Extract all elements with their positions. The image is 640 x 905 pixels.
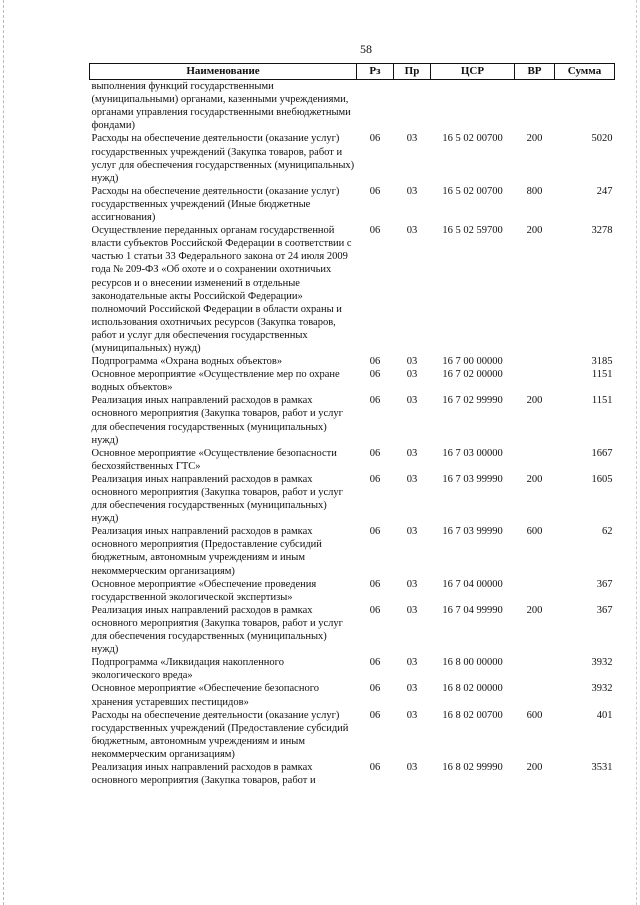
cell-pr: 03	[406, 657, 418, 669]
cell-name: Основное мероприятие «Обеспечение проведения государственной экологической экспертизы»	[91, 578, 317, 603]
cell-vr: 200	[526, 473, 543, 485]
cell-name: выполнения функций государственными (муниципальными) органами, казенными учреждениями, органами управления государственными внебюджетными фондами)	[91, 81, 351, 132]
cell-pr	[394, 80, 431, 133]
table-row	[90, 682, 615, 708]
cell-pr: 03	[406, 604, 418, 616]
header-pr: Пр	[394, 64, 431, 80]
cell-rz: 06	[369, 709, 381, 721]
cell-sum: 247	[596, 185, 613, 197]
cell-pr: 03	[406, 369, 418, 381]
cell-name: Реализация иных направлений расходов в рамках основного мероприятия (Закупка товаров, работ и услуг для обеспечения государственных (муниципальных) нужд)	[91, 604, 343, 656]
cell-csr: 16 8 02 00700	[442, 709, 503, 721]
cell-pr: 03	[406, 185, 418, 197]
header-sum: Сумма	[555, 64, 615, 80]
table-row	[90, 355, 615, 368]
cell-rz: 06	[369, 395, 381, 407]
cell-name: Основное мероприятие «Осуществление безопасности бесхозяйственных ГТС»	[91, 447, 337, 472]
cell-rz: 06	[369, 657, 381, 669]
cell-pr: 03	[406, 447, 418, 459]
cell-name: Подпрограмма «Ликвидация накопленного экологического вреда»	[91, 657, 284, 682]
cell-rz: 06	[369, 185, 381, 197]
cell-rz: 06	[369, 473, 381, 485]
cell-sum: 367	[596, 578, 613, 590]
cell-sum: 401	[596, 709, 613, 721]
header-vr: ВР	[515, 64, 555, 80]
table-row	[90, 525, 615, 577]
table-header	[90, 64, 615, 80]
cell-sum: 1667	[591, 447, 613, 459]
cell-name: Осуществление переданных органам государственной власти субъектов Российской Федерации в соответствии с частью 1 статьи 33 Федерального закона от 24 июля 2009 года № 209-ФЗ «Об охоте и о сохранении охотничьих ресурсов и о внесении изменений в отдельные законодательные акты Российской Федерации» полномочий Российской Федерации в области охраны и использования охотничьих ресурсов (Закупка товаров, работ и услуг для обеспечения государственных (муниципальных) нужд)	[91, 225, 352, 354]
header-csr: ЦСР	[431, 64, 515, 80]
cell-rz: 06	[369, 369, 381, 381]
cell-vr	[515, 447, 555, 473]
cell-name: Подпрограмма «Охрана водных объектов»	[91, 356, 283, 368]
table-row	[90, 132, 615, 184]
table-body	[90, 80, 615, 788]
cell-vr	[515, 578, 555, 604]
cell-vr	[515, 682, 555, 708]
cell-vr: 200	[526, 604, 543, 616]
cell-csr: 16 7 04 00000	[442, 578, 503, 590]
cell-csr: 16 8 02 00000	[442, 683, 503, 695]
cell-rz: 06	[369, 526, 381, 538]
cell-csr	[431, 80, 515, 133]
cell-pr: 03	[406, 526, 418, 538]
cell-vr	[515, 656, 555, 682]
table-row	[90, 473, 615, 525]
cell-pr: 03	[406, 133, 418, 145]
cell-vr: 600	[526, 526, 543, 538]
table-row	[90, 709, 615, 761]
cell-csr: 16 7 04 99990	[442, 604, 503, 616]
table-row	[90, 761, 615, 787]
cell-vr: 200	[526, 133, 543, 145]
cell-csr: 16 7 02 99990	[442, 395, 503, 407]
cell-csr: 16 8 00 00000	[442, 657, 503, 669]
cell-pr: 03	[406, 761, 418, 773]
cell-vr: 800	[526, 185, 543, 197]
cell-csr: 16 7 03 99990	[442, 526, 503, 538]
cell-csr: 16 5 02 00700	[442, 133, 503, 145]
cell-rz: 06	[369, 447, 381, 459]
table-row	[90, 368, 615, 394]
cell-pr: 03	[406, 578, 418, 590]
cell-sum: 3531	[591, 761, 613, 773]
cell-sum: 3932	[591, 657, 613, 669]
cell-name: Реализация иных направлений расходов в рамках основного мероприятия (Закупка товаров, работ и	[91, 761, 316, 787]
cell-name: Реализация иных направлений расходов в рамках основного мероприятия (Закупка товаров, работ и услуг для обеспечения государственных (муниципальных) нужд)	[91, 473, 343, 525]
cell-rz: 06	[369, 761, 381, 773]
cell-vr: 600	[526, 709, 543, 721]
cell-pr: 03	[406, 356, 418, 368]
cell-pr: 03	[406, 473, 418, 485]
cell-name: Расходы на обеспечение деятельности (оказание услуг) государственных учреждений (Закупка товаров, работ и услуг для обеспечения государственных (муниципальных) нужд)	[91, 133, 355, 184]
cell-rz: 06	[369, 356, 381, 368]
page-number: 58	[360, 42, 372, 56]
cell-sum: 3278	[591, 225, 613, 237]
cell-pr: 03	[406, 395, 418, 407]
scan-edge-left	[3, 0, 4, 905]
cell-sum: 3932	[591, 683, 613, 695]
cell-sum: 3185	[591, 356, 613, 368]
table-row	[90, 656, 615, 682]
cell-rz	[357, 80, 394, 133]
table-row	[90, 224, 615, 355]
cell-rz: 06	[369, 604, 381, 616]
cell-csr: 16 5 02 59700	[442, 225, 503, 237]
cell-pr: 03	[406, 709, 418, 721]
cell-name: Реализация иных направлений расходов в рамках основного мероприятия (Предоставление субсидий бюджетным, автономным учреждениям и иным некоммерческим организациям)	[91, 526, 322, 577]
cell-vr	[515, 355, 555, 368]
cell-sum: 1151	[591, 395, 613, 407]
cell-pr: 03	[406, 225, 418, 237]
cell-name: Расходы на обеспечение деятельности (оказание услуг) государственных учреждений (Предоставление субсидий бюджетным, автономным учреждениям и иным некоммерческим организациям)	[91, 709, 349, 760]
header-rz: Рз	[357, 64, 394, 80]
cell-csr: 16 7 00 00000	[442, 356, 503, 368]
table-row	[90, 185, 615, 224]
cell-csr: 16 7 02 00000	[442, 369, 503, 381]
cell-vr	[515, 80, 555, 133]
cell-rz: 06	[369, 578, 381, 590]
cell-name: Расходы на обеспечение деятельности (оказание услуг) государственных учреждений (Иные бюджетные ассигнования)	[91, 185, 340, 224]
cell-pr: 03	[406, 683, 418, 695]
cell-vr	[515, 368, 555, 394]
cell-rz: 06	[369, 683, 381, 695]
header-name: Наименование	[90, 64, 357, 80]
cell-sum: 5020	[591, 133, 613, 145]
scan-edge-right	[636, 0, 637, 905]
table-row	[90, 578, 615, 604]
table-row	[90, 80, 615, 133]
budget-table	[89, 63, 615, 787]
cell-sum: 1605	[591, 473, 613, 485]
cell-rz: 06	[369, 225, 381, 237]
cell-sum: 367	[596, 604, 613, 616]
cell-vr: 200	[526, 761, 543, 773]
cell-name: Основное мероприятие «Обеспечение безопасного хранения устаревших пестицидов»	[91, 683, 320, 708]
table-row	[90, 394, 615, 446]
table-row	[90, 447, 615, 473]
cell-csr: 16 7 03 99990	[442, 473, 503, 485]
cell-name: Реализация иных направлений расходов в рамках основного мероприятия (Закупка товаров, работ и услуг для обеспечения государственных (муниципальных) нужд)	[91, 395, 343, 446]
cell-csr: 16 8 02 99990	[442, 761, 503, 773]
cell-rz: 06	[369, 133, 381, 145]
cell-name: Основное мероприятие «Осуществление мер по охране водных объектов»	[91, 369, 340, 394]
cell-vr: 200	[526, 225, 543, 237]
cell-csr: 16 5 02 00700	[442, 185, 503, 197]
cell-vr: 200	[526, 395, 543, 407]
cell-sum	[555, 80, 615, 133]
cell-sum: 62	[602, 526, 613, 538]
cell-csr: 16 7 03 00000	[442, 447, 503, 459]
table-row	[90, 604, 615, 656]
header-row	[90, 64, 615, 80]
cell-sum: 1151	[591, 369, 613, 381]
